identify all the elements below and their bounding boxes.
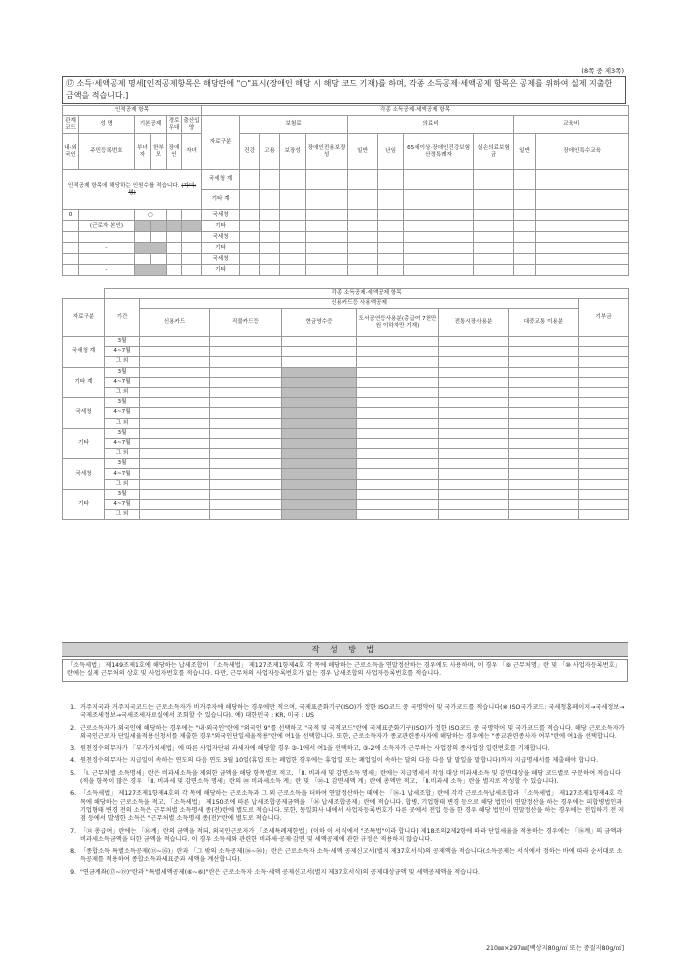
med-65: 65세이상·장애인건강보험산정특례자 — [404, 134, 474, 170]
col-rrn: 주민등록번호 — [79, 134, 135, 170]
amount-cell[interactable] — [439, 510, 509, 520]
lower-period: 3월 — [105, 337, 140, 347]
amount-cell[interactable] — [357, 357, 439, 367]
rrn-dash: - — [79, 265, 135, 276]
lower-period: 4~7월 — [105, 377, 140, 387]
input-cell[interactable] — [240, 190, 260, 210]
guide-intro: 「소득세법」 제149조제1호에 해당하는 납세조합이 「소득세법」 제127조제1항제4호 각 목에 해당하는 근로소득을 연말정산하는 경우에도 사용하며, 이 경우 「⑨ 근무처명」란 및 「⑩ 사업자등록번호」란에는 실제 근무처의 상호 및 사업자번호를 적습니다. 다만, 근무처의 사업자등록번호가 없는 경우 납세조합의 사업자등록번호를 적습니다. — [62, 659, 628, 682]
amount-cell[interactable] — [439, 367, 509, 377]
amount-cell[interactable] — [509, 347, 579, 357]
amount-cell[interactable] — [509, 479, 579, 489]
lower-period: 3월 — [105, 367, 140, 377]
guide-item-number: 9. — [70, 868, 76, 876]
guide-title: 작 성 방 법 — [62, 642, 628, 657]
amount-cell[interactable] — [210, 387, 282, 397]
amount-cell[interactable] — [357, 418, 439, 428]
amount-cell[interactable] — [579, 418, 629, 428]
guide-item-number: 3. — [70, 745, 76, 753]
col-transit: 대중교통 이용분 — [509, 309, 579, 337]
amount-cell[interactable] — [509, 459, 579, 469]
amount-cell[interactable] — [282, 377, 357, 387]
guide-item-text: 거주지국과 거주지국코드는 근로소득자가 비거주자에 해당하는 경우에만 적으며, 국제표준화기구(ISO)가 정한 ISO코드 중 국명약어 및 국가코드를 적습니다(※ ISO국가코드: 국세청홈페이지→국세정보→국제조세정보→국세조세자료실에서 조회할 수 있습니다). 예) 대한민국 : KR, 미국 : US — [80, 704, 625, 720]
guide-item-text: 원천징수의무자가 「부가가치세법」에 따른 사업자단위 과세자에 해당할 경우 ③-1에서 여1을 선택하고, ③-2에 소득자가 근무하는 사업장의 종사업장 일련번호를 기재합니다. — [80, 745, 550, 753]
amount-cell[interactable] — [509, 408, 579, 418]
row-other-label: 기타 — [202, 265, 240, 276]
guide-item — [62, 725, 628, 742]
col-birth: 출산입양 — [182, 116, 202, 134]
amount-cell[interactable] — [140, 510, 210, 520]
guide-item — [62, 770, 628, 787]
amount-cell[interactable] — [509, 510, 579, 520]
various-title: 각종 소득공제·세액공제 항목 — [202, 106, 629, 116]
amount-cell[interactable] — [579, 347, 629, 357]
amount-cell[interactable] — [140, 387, 210, 397]
input-cell[interactable] — [348, 190, 378, 210]
amount-cell[interactable] — [509, 500, 579, 510]
amount-cell[interactable] — [210, 408, 282, 418]
input-cell[interactable] — [280, 190, 306, 210]
amount-cell[interactable] — [140, 479, 210, 489]
col-medical: 의료비 — [348, 116, 514, 134]
amount-cell[interactable] — [282, 418, 357, 428]
amount-cell[interactable] — [439, 449, 509, 459]
input-cell[interactable] — [536, 190, 629, 210]
lower-period: 3월 — [105, 489, 140, 499]
card-usage-table — [62, 288, 629, 520]
guide-item-number: 5. — [70, 769, 76, 777]
input-cell[interactable] — [474, 170, 514, 190]
amount-cell[interactable] — [140, 367, 210, 377]
amount-cell[interactable] — [210, 438, 282, 448]
amount-cell[interactable] — [579, 469, 629, 479]
amount-cell[interactable] — [210, 377, 282, 387]
col-nationality: 내·외국인 — [63, 134, 79, 170]
input-cell[interactable] — [260, 190, 280, 210]
other-total-label: 기타 계 — [202, 190, 240, 210]
amount-cell[interactable] — [210, 418, 282, 428]
lower-period: 4~7월 — [105, 469, 140, 479]
guide-item-number: 2. — [70, 724, 76, 732]
lower-col-period: 기간 — [105, 299, 140, 337]
lower-group-label: 국세청 — [63, 459, 105, 490]
lower-period: 그 외 — [105, 387, 140, 397]
amount-cell[interactable] — [579, 337, 629, 347]
amount-cell[interactable] — [282, 459, 357, 469]
input-cell[interactable] — [167, 210, 182, 221]
amount-cell[interactable] — [357, 449, 439, 459]
amount-cell[interactable] — [140, 500, 210, 510]
amount-cell[interactable] — [509, 337, 579, 347]
lower-group-label: 기타 계 — [63, 367, 105, 398]
amount-cell[interactable] — [140, 398, 210, 408]
amount-cell[interactable] — [357, 377, 439, 387]
amount-cell[interactable] — [579, 367, 629, 377]
row-nts-label: 국세청 — [202, 232, 240, 243]
amount-cell[interactable] — [509, 438, 579, 448]
amount-cell[interactable] — [357, 428, 439, 438]
lower-period: 그 외 — [105, 479, 140, 489]
guide-item — [62, 745, 628, 753]
amount-cell[interactable] — [210, 357, 282, 367]
amount-cell[interactable] — [210, 489, 282, 499]
lower-period: 그 외 — [105, 357, 140, 367]
amount-cell[interactable] — [439, 438, 509, 448]
guide-item-text: 「⑫ 총급여」란에는 「⑯계」란의 금액을 적되, 외국인근로자가 「조세특례제한법」(이하 이 서식에서 "조특법"이라 합니다) 제18조의2제2항에 따라 단일세율을 적용하는 경우에는 「⑯계」의 금액과 비과세소득금액을 더한 금액을 적습니다. 이 경우 소득세와 관련한 비과세·공제·감면 및 세액공제에 관한 규정은 적용하지 않습니다. — [80, 827, 623, 843]
amount-cell[interactable] — [140, 449, 210, 459]
personal-title: 인적공제 항목 — [63, 106, 202, 116]
amount-cell[interactable] — [439, 428, 509, 438]
page-number: (8쪽 중 제3쪽) — [581, 67, 624, 75]
col-child: 자녀 — [182, 134, 202, 170]
amount-cell[interactable] — [282, 357, 357, 367]
amount-cell[interactable] — [282, 337, 357, 347]
amount-cell[interactable] — [509, 387, 579, 397]
amount-cell[interactable] — [579, 479, 629, 489]
row-nts-label: 국세청 — [202, 210, 240, 221]
amount-cell[interactable] — [357, 398, 439, 408]
card-title: 신용카드등 사용액공제 — [140, 299, 579, 309]
col-basic: 기본공제 — [135, 116, 167, 134]
col-credit: 신용카드 — [140, 309, 210, 337]
col-disabled: 장애인 — [167, 134, 182, 170]
nts-total-label: 국세청 계 — [202, 170, 240, 190]
amount-cell[interactable] — [210, 469, 282, 479]
amount-cell[interactable] — [140, 418, 210, 428]
col-name: 성 명 — [79, 116, 135, 134]
deduction-header: ⑰ 소득·세액공제 명세[인적공제항목은 해당란에 "○"표시(장애인 해당 시 해당 코드 기재)를 하며, 각종 소득공제·세액공제 항목은 공제를 위하여 실제 지출한 금액을 적습니다.] — [62, 76, 626, 104]
med-infertile: 난임 — [378, 134, 404, 170]
amount-cell[interactable] — [579, 510, 629, 520]
amount-cell[interactable] — [357, 489, 439, 499]
med-general: 일반 — [348, 134, 378, 170]
amount-cell[interactable] — [282, 469, 357, 479]
guide-item — [62, 828, 628, 845]
amount-cell[interactable] — [210, 510, 282, 520]
amount-cell[interactable] — [357, 469, 439, 479]
amount-cell[interactable] — [357, 438, 439, 448]
amount-cell[interactable] — [140, 438, 210, 448]
row0-code: 0 — [63, 210, 79, 221]
lower-period: 4~7월 — [105, 438, 140, 448]
row-other-label: 기타 — [202, 243, 240, 254]
amount-cell[interactable] — [210, 367, 282, 377]
amount-cell[interactable] — [140, 408, 210, 418]
form-page — [62, 62, 628, 952]
input-cell[interactable] — [79, 210, 135, 221]
lower-period: 4~7월 — [105, 347, 140, 357]
input-cell[interactable] — [404, 190, 474, 210]
amount-cell[interactable] — [579, 500, 629, 510]
lower-group-label: 국세청 — [63, 398, 105, 429]
ins-disabled: 장애인전용보장성 — [306, 134, 348, 170]
amount-cell[interactable] — [282, 408, 357, 418]
lower-col-data-type: 자료구분 — [63, 299, 105, 337]
amount-cell[interactable] — [579, 387, 629, 397]
input-cell[interactable] — [378, 190, 404, 210]
col-data-type: 자료구분 — [202, 116, 240, 170]
amount-cell[interactable] — [140, 377, 210, 387]
amount-cell[interactable] — [282, 367, 357, 377]
amount-cell[interactable] — [282, 387, 357, 397]
amount-cell[interactable] — [439, 398, 509, 408]
guide-item-text: 「소득세법」 제127조제1항제4호의 각 목에 해당하는 근로소득과 그 외 근로소득을 더하여 연말정산하는 때에는 「⑯-1 납세조합」란에 각각 근로소득납세조합과 「소득세법」 제127조제1항제4호 각 목에 해당하는 근로소득을 적고, 「소득세법」 제150조에 따른 납세조합공제금액을 「⑯ 납세조합공제」란에 적습니다. 합병, 기업형태 변경 등으로 해당 법인이 연말정산을 하는 경우에는 피합병법인과 기업형태 변경 전의 소득은 근무처별 소득명세 종(전)란에 별도로 적습니다. 또한, 동일회사 내에서 사업자등록번호가 다른 곳에서 전입 등을 한 경우 해당 법인이 연말정산을 하는 경우에는 전입하기 전 지점 등에서 발생한 소득은 "근무처별 소득명세 종(전)"란에 별도로 적습니다. — [80, 790, 625, 823]
amount-cell[interactable] — [439, 489, 509, 499]
amount-cell[interactable] — [357, 510, 439, 520]
amount-cell[interactable] — [282, 479, 357, 489]
guide-item — [62, 790, 628, 823]
amount-cell[interactable] — [357, 500, 439, 510]
amount-cell[interactable] — [579, 408, 629, 418]
amount-cell[interactable] — [509, 418, 579, 428]
lower-title: 각종 소득공제·세액공제 항목 — [105, 289, 629, 299]
input-cell[interactable] — [306, 170, 348, 190]
guide-item — [62, 757, 628, 765]
lower-period: 3월 — [105, 398, 140, 408]
amount-cell[interactable] — [439, 459, 509, 469]
col-cash: 현금영수증 — [282, 309, 357, 337]
amount-cell[interactable] — [509, 428, 579, 438]
col-debit: 직불카드등 — [210, 309, 282, 337]
edu-general: 일반 — [514, 134, 536, 170]
guide-item-text: 「종합소득 특별소득공제(⑬~㉟)」란과 「그 밖의 소득공제(㊱~㊿)」란은 근로소득자 소득·세액 공제신고서(별지 제37호서식)의 공제액을 적습니다(소득공제는 서식에서 정하는 바에 따라 순서대로 소득공제를 적용하여 종합소득과세표준과 세액을 계산합니다). — [80, 848, 623, 864]
lower-group-label: 기타 — [63, 489, 105, 520]
amount-cell[interactable] — [509, 469, 579, 479]
rrn-dash: - — [79, 243, 135, 254]
lower-period: 3월 — [105, 428, 140, 438]
input-cell[interactable] — [536, 170, 629, 190]
amount-cell[interactable] — [140, 347, 210, 357]
amount-cell[interactable] — [210, 428, 282, 438]
amount-cell[interactable] — [282, 500, 357, 510]
amount-cell[interactable] — [210, 398, 282, 408]
row0-self: (근로자 본인) — [79, 221, 135, 232]
summary-text: 인적공제 항목에 해당하는 인원수를 적습니다. — [67, 182, 180, 189]
summary-struck: (자녀: 명) — [128, 182, 197, 196]
amount-cell[interactable] — [579, 377, 629, 387]
input-cell[interactable] — [404, 170, 474, 190]
lower-period: 3월 — [105, 459, 140, 469]
amount-cell[interactable] — [210, 479, 282, 489]
input-cell[interactable] — [182, 210, 202, 221]
lower-period: 그 외 — [105, 418, 140, 428]
guide-item-text: 원천징수의무자는 지급일이 속하는 연도의 다음 연도 3월 10일(휴업 또는 폐업한 경우에는 휴업일 또는 폐업일이 속하는 달의 다음 다음 달 말일을 말합니다)까지 지급명세서를 제출해야 합니다. — [80, 757, 599, 765]
amount-cell[interactable] — [282, 428, 357, 438]
amount-cell[interactable] — [357, 479, 439, 489]
amount-cell[interactable] — [509, 367, 579, 377]
input-cell[interactable] — [260, 170, 280, 190]
amount-cell[interactable] — [210, 500, 282, 510]
guide-item — [62, 704, 628, 721]
amount-cell[interactable] — [439, 469, 509, 479]
input-cell[interactable] — [240, 170, 260, 190]
input-cell[interactable] — [306, 190, 348, 210]
col-book: 도서공연등사용분(총급여 7천만원 이하자만 기재) — [357, 309, 439, 337]
amount-cell[interactable] — [210, 459, 282, 469]
guide-item-number: 7. — [70, 827, 76, 835]
amount-cell[interactable] — [579, 489, 629, 499]
amount-cell[interactable] — [439, 357, 509, 367]
guide-item-number: 1. — [70, 704, 76, 711]
amount-cell[interactable] — [357, 408, 439, 418]
amount-cell[interactable] — [579, 459, 629, 469]
amount-cell[interactable] — [140, 459, 210, 469]
guide-item — [62, 848, 628, 865]
amount-cell[interactable] — [282, 510, 357, 520]
amount-cell[interactable] — [509, 489, 579, 499]
amount-cell[interactable] — [509, 398, 579, 408]
med-loss: 실손의료보험금 — [474, 134, 514, 170]
lower-period: 그 외 — [105, 510, 140, 520]
amount-cell[interactable] — [357, 337, 439, 347]
amount-cell[interactable] — [579, 438, 629, 448]
amount-cell[interactable] — [282, 489, 357, 499]
input-cell[interactable] — [280, 170, 306, 190]
amount-cell[interactable] — [357, 387, 439, 397]
guide-item-number: 6. — [70, 790, 76, 798]
amount-cell[interactable] — [579, 428, 629, 438]
col-woman: 부녀자 — [135, 134, 151, 170]
guide-item-number: 4. — [70, 757, 76, 765]
amount-cell[interactable] — [282, 449, 357, 459]
amount-cell[interactable] — [357, 367, 439, 377]
guide-items — [62, 704, 628, 881]
lower-period: 4~7월 — [105, 408, 140, 418]
guide-item-text: 근로소득자가 외국인에 해당하는 경우에는 "내·외국인"란에 "외국인 9"를 선택하고 "국적 및 국적코드"란에 국제표준화기구(ISO)가 정한 ISO코드 중 국명약어 및 국가코드를 적습니다. 해당 근로소득자가 외국인근로자 단일세율적용신청서를 제출한 경우"외국인단일세율적용"란에 여1을 선택합니다. 또한, 근로소득자가 종교관련종사자에 해당하는 경우에는 "종교관련종사자 여부"란에 여1을 선택합니다. — [80, 724, 625, 740]
ins-protect: 보장성 — [280, 134, 306, 170]
lower-group-label: 국세청 계 — [63, 337, 105, 368]
amount-cell[interactable] — [579, 398, 629, 408]
col-insurance: 보험료 — [240, 116, 348, 134]
amount-cell[interactable] — [579, 357, 629, 367]
col-relation: 관계코드 — [63, 116, 79, 134]
amount-cell[interactable] — [439, 408, 509, 418]
amount-cell[interactable] — [439, 387, 509, 397]
summary-cell — [63, 170, 202, 210]
col-education: 교육비 — [514, 116, 629, 134]
input-cell[interactable] — [514, 190, 536, 210]
lower-period: 4~7월 — [105, 500, 140, 510]
col-single-parent: 한부모 — [151, 134, 167, 170]
guide-item-text: "연금계좌(⑰~⑲)"란과 "특별세액공제(⑥~⑥)"란은 근로소득자 소득·세액 공제신고서(별지 제37호서식)의 공제대상금액 및 세액공제액을 적습니다. — [80, 868, 481, 876]
input-cell[interactable] — [514, 170, 536, 190]
amount-cell[interactable] — [210, 347, 282, 357]
amount-cell[interactable] — [140, 489, 210, 499]
ins-employ: 고용 — [260, 134, 280, 170]
amount-cell[interactable] — [439, 500, 509, 510]
amount-cell[interactable] — [439, 347, 509, 357]
col-elderly: 경로우대 — [167, 116, 182, 134]
amount-cell[interactable] — [140, 469, 210, 479]
lower-period: 그 외 — [105, 449, 140, 459]
input-cell[interactable] — [348, 170, 378, 190]
amount-cell[interactable] — [579, 449, 629, 459]
col-market: 전통시장사용분 — [439, 309, 509, 337]
amount-cell[interactable] — [282, 438, 357, 448]
guide-item-text: 「Ⅰ. 근무처별 소득명세」란은 비과세소득을 제외한 금액을 해당 항목별로 적고, 「Ⅱ. 비과세 및 감면소득 명세」란에는 지급명세서 작성 대상 비과세소득 및 감면대상을 해당 코드별로 구분하여 적습니다(적을 항목이 많은 경우 「Ⅱ. 비과세 및 감면소득 명세」란의 ⑳ 비과세소득 계」란 및 「⑳-1 감면세액 계」란에 총액만 적고, 「Ⅱ.비과세 소득」란을 별지로 작성할 수 있습니다). — [80, 769, 621, 786]
personal-deduction-table — [62, 105, 629, 276]
amount-cell[interactable] — [439, 479, 509, 489]
amount-cell[interactable] — [210, 337, 282, 347]
amount-cell[interactable] — [439, 418, 509, 428]
amount-cell[interactable] — [140, 337, 210, 347]
paper-spec: 210㎜×297㎜[백상지80g/㎡ 또는 중질지80g/㎡] — [486, 945, 624, 952]
row0-basic: ○ — [135, 210, 167, 221]
input-cell[interactable] — [378, 170, 404, 190]
amount-cell[interactable] — [140, 357, 210, 367]
guide-item-number: 8. — [70, 848, 76, 856]
ins-health: 건강 — [240, 134, 260, 170]
amount-cell[interactable] — [282, 347, 357, 357]
amount-cell[interactable] — [357, 459, 439, 469]
input-cell[interactable] — [474, 190, 514, 210]
edu-disabled: 장애인특수교육 — [536, 134, 629, 170]
lower-group-label: 기타 — [63, 428, 105, 459]
row-other-label: 기타 — [202, 221, 240, 232]
amount-cell[interactable] — [282, 398, 357, 408]
amount-cell[interactable] — [439, 337, 509, 347]
amount-cell[interactable] — [210, 449, 282, 459]
amount-cell[interactable] — [509, 377, 579, 387]
col-donation: 기부금 — [579, 299, 629, 337]
amount-cell[interactable] — [509, 357, 579, 367]
amount-cell[interactable] — [357, 347, 439, 357]
row-nts-label: 국세청 — [202, 254, 240, 265]
amount-cell[interactable] — [439, 377, 509, 387]
guide-item — [62, 869, 628, 877]
amount-cell[interactable] — [509, 449, 579, 459]
amount-cell[interactable] — [140, 428, 210, 438]
